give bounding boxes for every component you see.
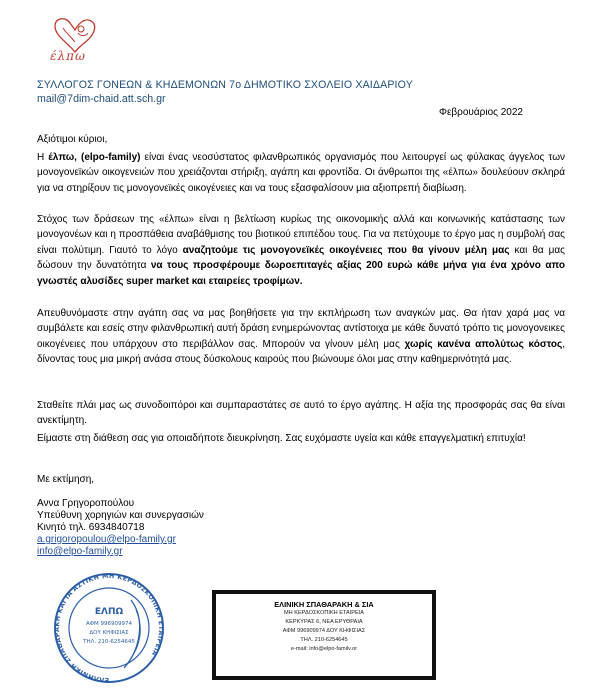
paragraph-appeal: Απευθυνόμαστε στην αγάπη σας να μας βοηθήσετε για την εκπλήρωση των αναγκών μας. Θα ήταν χαρά μας να συμβάλετε και εσείς στην φιλανθρωπική αυτή δράση ενημερώνοντας αντίστοιχα με κάθε δυνατό τρόπο τις μονογονεικες οικογένειες που υπάρχουν στο περιβάλλον σας. Μπορούν να γίνουν μέλη μας χωρίς κανένα απολύτως κόστος, δίνοντας τους μια μικρή ανάσα στους δύσκολους καιρούς που βιώνουμε όλοι μας στην καθημερινότητά μας.: [37, 308, 565, 366]
signer-phone: Κινητό τηλ. 6934840718: [37, 522, 145, 533]
svg-text:ΕΛΛΗΝΙΚΗ ΣΠΑΘΑΡΑΚΗ ΚΑΙ ΙΑ ΑΣΤΙ: ΕΛΛΗΝΙΚΗ ΣΠΑΘΑΡΑΚΗ ΚΑΙ ΙΑ ΑΣΤΙΚΗ ΜΗ ΚΕΡΔΟΣΚΟΠΙΚΗ ΕΤΑΙΡΕΙΑ: [52, 571, 166, 685]
paragraph-intro: Η έλπω, (elpo-family) είναι ένας νεοσύστατος φιλανθρωπικός οργανισμός που λειτουργεί ως φύλακας άγγελος των μονογονεϊκών οικογενειών που χρειάζονται στήριξη, αγάπη και φροντίδα. Οι άνθρωποι της «έλπω» δουλεύουν σκληρά για να στηρίξουν τις μονογονεϊκές οικογένειες και να τους εξασφαλίσουν μια αξιοπρεπή διαβίωση.: [37, 152, 566, 194]
paragraph-goal: Στόχος των δράσεων της «έλπω» είναι η βελτίωση κυρίως της οικονομικής αλλά και κοινωνικής κατάστασης των μονογονέων και η προσπάθεια αναβάθμισης του βιοτικού επιπέδου τους. Για να πετύχουμε το έργο μας η συμβολή σας είναι πολύτιμη. Γιαυτό το λόγο αναζητούμε τις μονογονεϊκές οικογένειες που θα γίνουν μέλη μας και θα μας δώσουν την δυνατότητα να τους προσφέρουμε δωροεπιταγές αξίας 200 ευρώ κάθε μήνα για ένα χρόνο απο γνωστές αλυσίδες super market και εταιρείες τροφίμων.: [37, 214, 566, 287]
round-stamp: [36, 570, 182, 690]
paragraph-closing: Είμαστε στη διάθεση σας για οποιαδήποτε διευκρίνηση. Σας ευχόμαστε υγεία και κάθε επαγγελματική επιτυχία!: [37, 433, 526, 444]
svg-text:ΕΛΠΩ: ΕΛΠΩ: [94, 607, 124, 617]
company-stamp: [212, 590, 436, 680]
signer-role: Υπεύθυνη χορηγιών και συνεργασιών: [37, 510, 204, 521]
organization-email[interactable]: mail@7dim-chaid.att.sch.gr: [37, 93, 166, 105]
stamp-line: e-mail: info@elpo-familv.or: [290, 646, 358, 652]
stamp-title: ΕΛΙΝΙΚΗ ΣΠΑΘΑΡΑΚΗ & ΣΙΑ: [274, 600, 374, 609]
stamp-line: ΤΗΛ. 210-6254645: [300, 637, 348, 643]
stamp-line: ΚΕΡΚΥΡΑΣ 6, ΝΕΑ ΕΡΥΘΡΑΙΑ: [285, 619, 363, 625]
closing-phrase: Με εκτίμηση,: [37, 474, 95, 485]
stamp-line: ΑΦΜ 996909974 ΔΟΥ ΚΗΦΙΣΙΑΣ: [282, 628, 366, 634]
greeting: Αξιότιμοι κύριοι,: [37, 134, 108, 145]
info-email-link[interactable]: info@elpo-family.gr: [37, 546, 123, 557]
svg-text:ΑΦΜ 996909974: ΑΦΜ 996909974: [85, 621, 133, 627]
svg-text:ΔΟΥ ΚΗΦΙΣΙΑΣ: ΔΟΥ ΚΗΦΙΣΙΑΣ: [89, 630, 129, 636]
paragraph-support: Σταθείτε πλάι μας ως συνοδοιπόροι και συμπαραστάτες σε αυτό το έργο αγάπης. Η αξία της προσφοράς σας θα είναι ανεκτίμητη.: [37, 400, 565, 427]
signer-email-link[interactable]: a.grigoropoulou@elpo-family.gr: [37, 534, 176, 545]
signer-name: Αννα Γρηγοροπούλου: [37, 498, 135, 509]
organization-name: ΣΥΛΛΟΓΟΣ ΓΟΝΕΩΝ & ΚΗΔΕΜΟΝΩΝ 7ο ΔΗΜΟΤΙΚΟ ΣΧΟΛΕΙΟ ΧΑΙΔΑΡΙΟΥ: [37, 79, 413, 91]
letter-date: Φεβρουάριος 2022: [438, 107, 523, 118]
logo-wordmark: έλπω: [50, 49, 86, 63]
svg-text:ΤΗΛ. 210-6254645: ΤΗΛ. 210-6254645: [83, 639, 135, 645]
stamp-line: ΜΗ ΚΕΡΔΟΣΚΟΠΙΚΗ ΕΤΑΙΡΕΙΑ: [283, 610, 365, 616]
org-name-bold: έλπω, (elpo-family): [48, 152, 141, 163]
